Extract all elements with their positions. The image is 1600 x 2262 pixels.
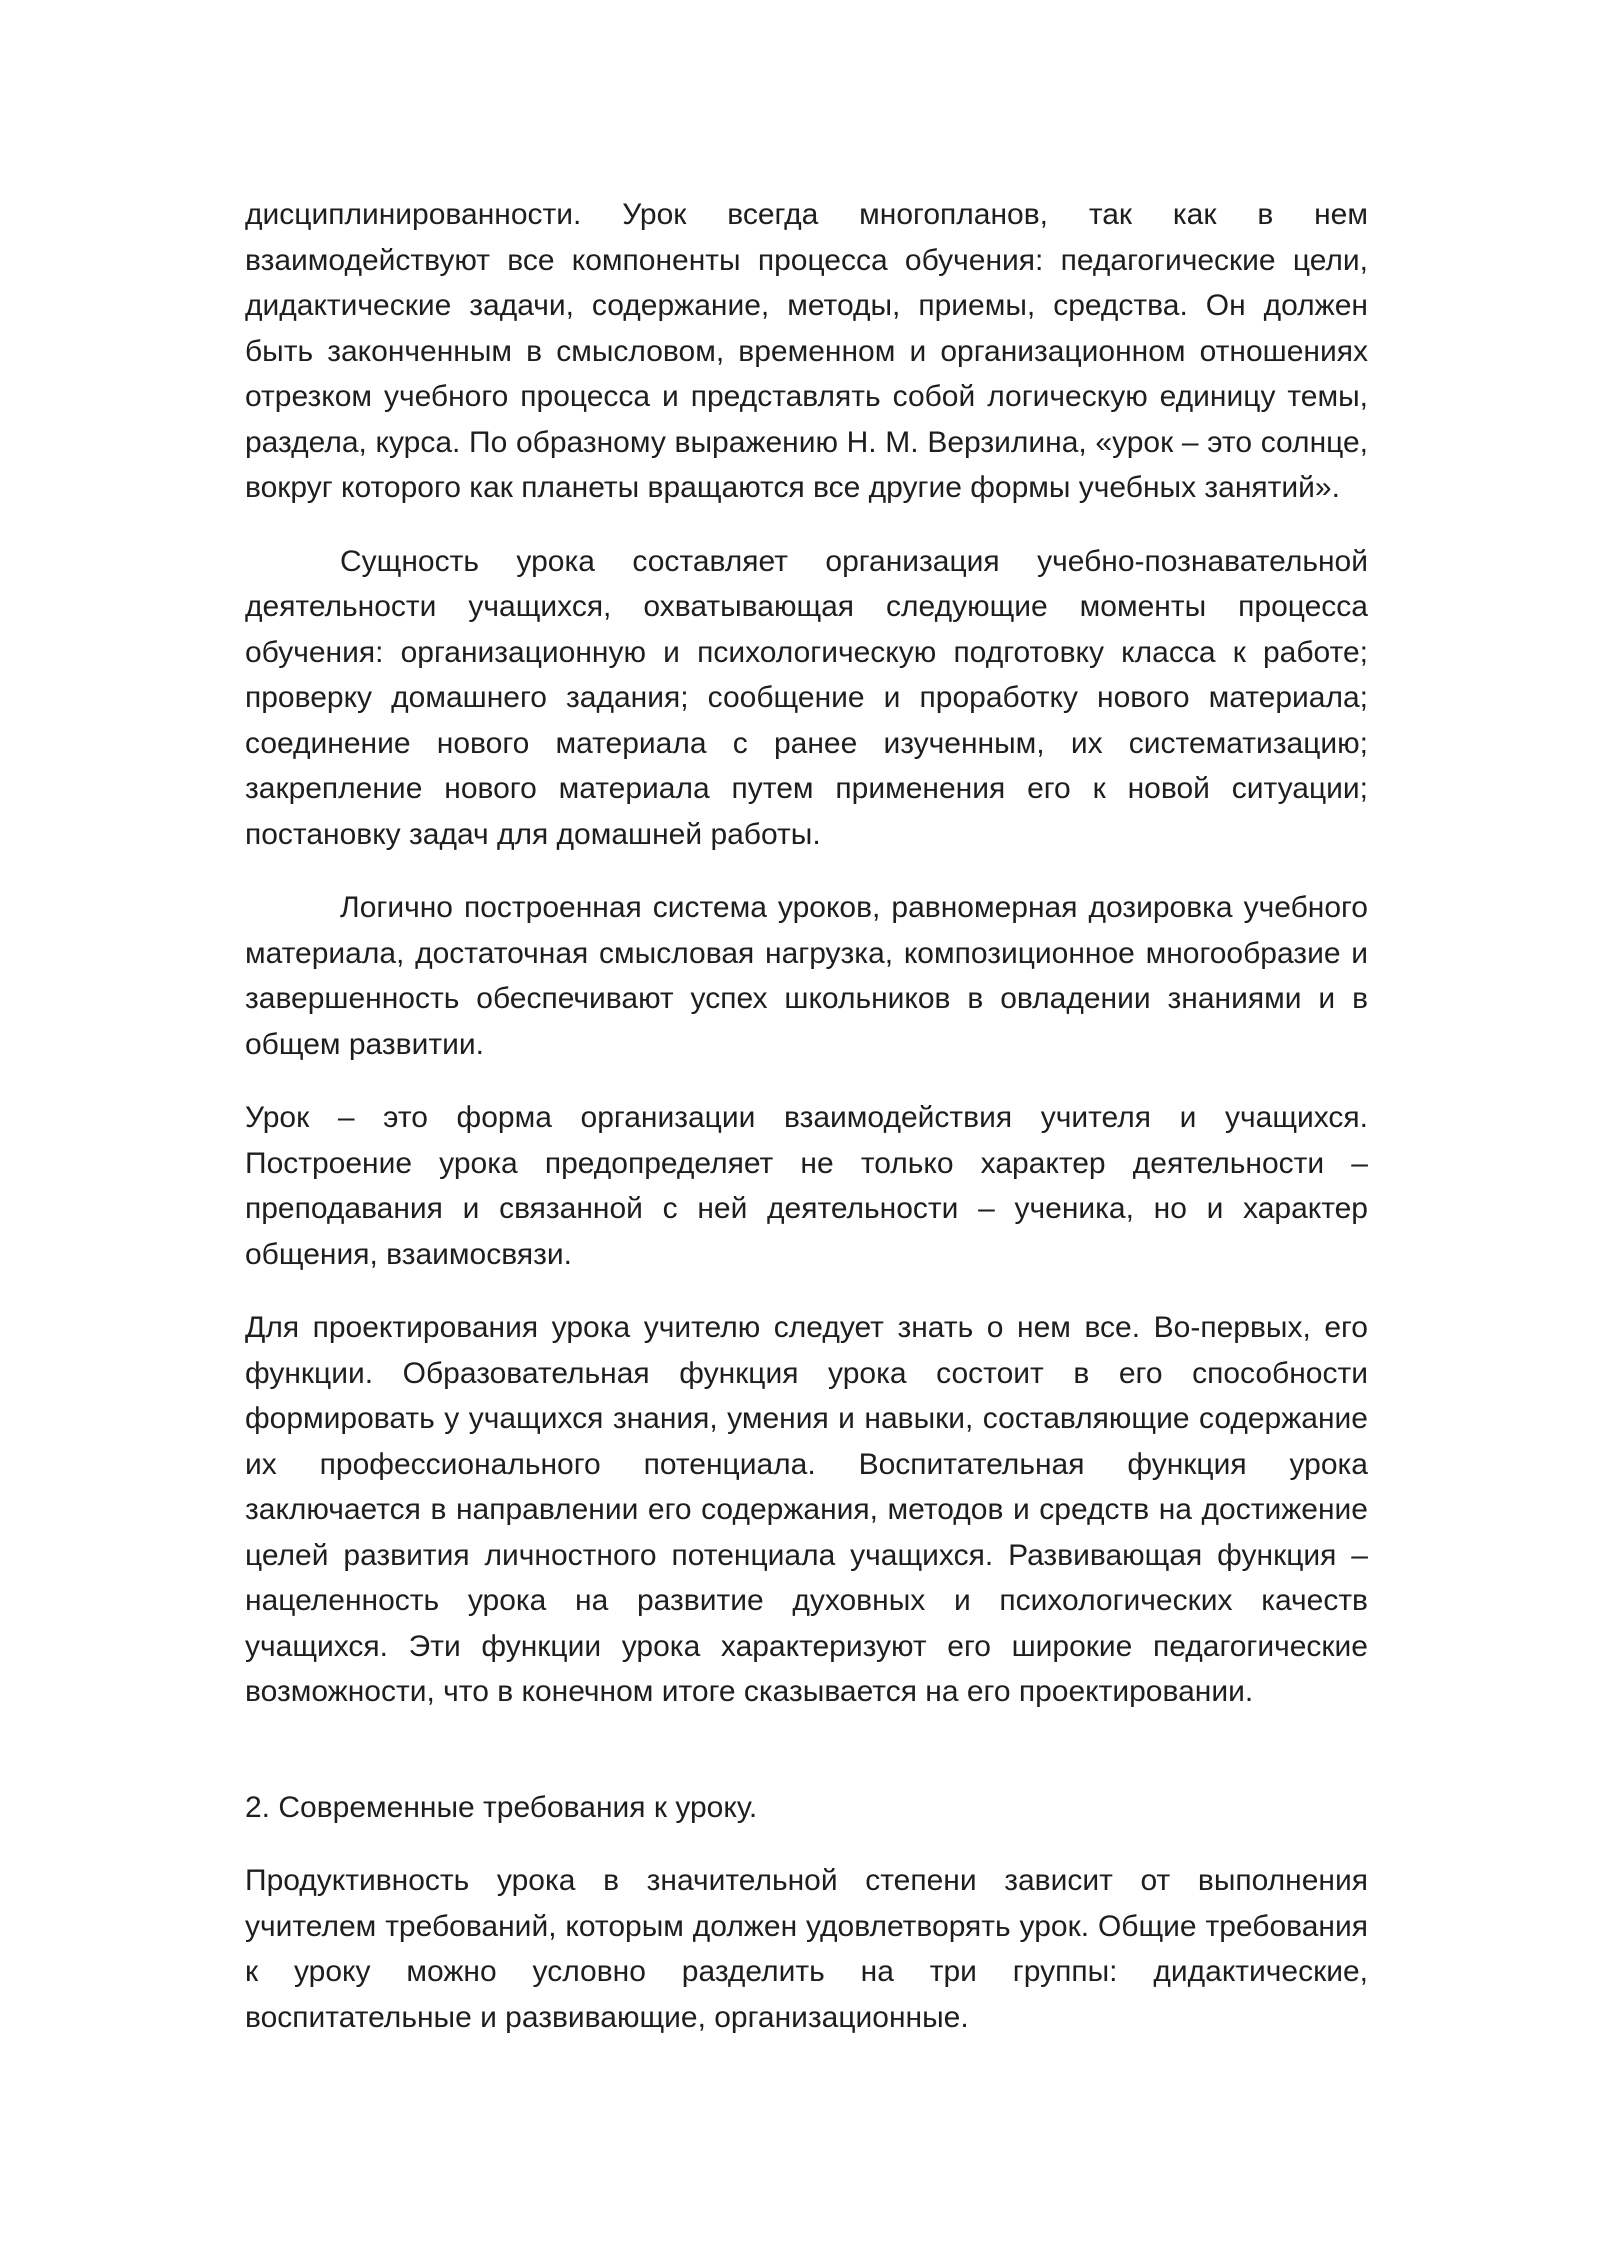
paragraph-lesson-system: Логично построенная система уроков, равномерная дозировка учебного материала, достаточная смысловая нагрузка, композиционное многообразие и завершенность обеспечивают успех школьников в овладении знаниями и в общем развитии. [245, 891, 1368, 1061]
paragraph-requirements: Продуктивность урока в значительной степени зависит от выполнения учителем требований, которым должен удовлетворять урок. Общие требования к уроку можно условно разделить на три группы: дидактические, воспитательные и развивающие, организационные. [245, 1864, 1368, 2034]
paragraph-lesson-functions: Для проектирования урока учителю следует знать о нем все. Во-первых, его функции. Образовательная функция урока состоит в его способности формировать у учащихся знания, умения и навыки, составляющие содержание их профессионального потенциала. Воспитательная функция урока заключается в направлении его содержания, методов и средств на достижение целей развития личностного потенциала учащихся. Развивающая функция – нацеленность урока на развитие духовных и психологических качеств учащихся. Эти функции урока характеризуют его широкие педагогические возможности, что в конечном итоге сказывается на его проектировании. [245, 1311, 1368, 1708]
paragraph-lesson-nature: дисциплинированности. Урок всегда многопланов, так как в нем взаимодействуют все компоненты процесса обучения: педагогические цели, дидактические задачи, содержание, методы, приемы, средства. Он должен быть законченным в смысловом, временном и организационном отношениях отрезком учебного процесса и представлять собой логическую единицу темы, раздела, курса. По образному выражению Н. М. Верзилина, «урок – это солнце, вокруг которого как планеты вращаются все другие формы учебных занятий». [245, 198, 1368, 504]
paragraph-lesson-essence: Сущность урока составляет организация учебно-познавательной деятельности учащихся, охватывающая следующие моменты процесса обучения: организационную и психологическую подготовку класса к работе; проверку домашнего задания; сообщение и проработку нового материала; соединение нового материала с ранее изученным, их систематизацию; закрепление нового материала путем применения его к новой ситуации; постановку задач для домашней работы. [245, 544, 1368, 851]
paragraph-lesson-definition: Урок – это форма организации взаимодействия учителя и учащихся. Построение урока предопределяет не только характер деятельности – преподавания и связанной с ней деятельности – ученика, но и характер общения, взаимосвязи. [245, 1101, 1368, 1271]
document-body [245, 192, 1368, 2068]
section-heading: 2. Современные требования к уроку. [245, 1790, 758, 1824]
